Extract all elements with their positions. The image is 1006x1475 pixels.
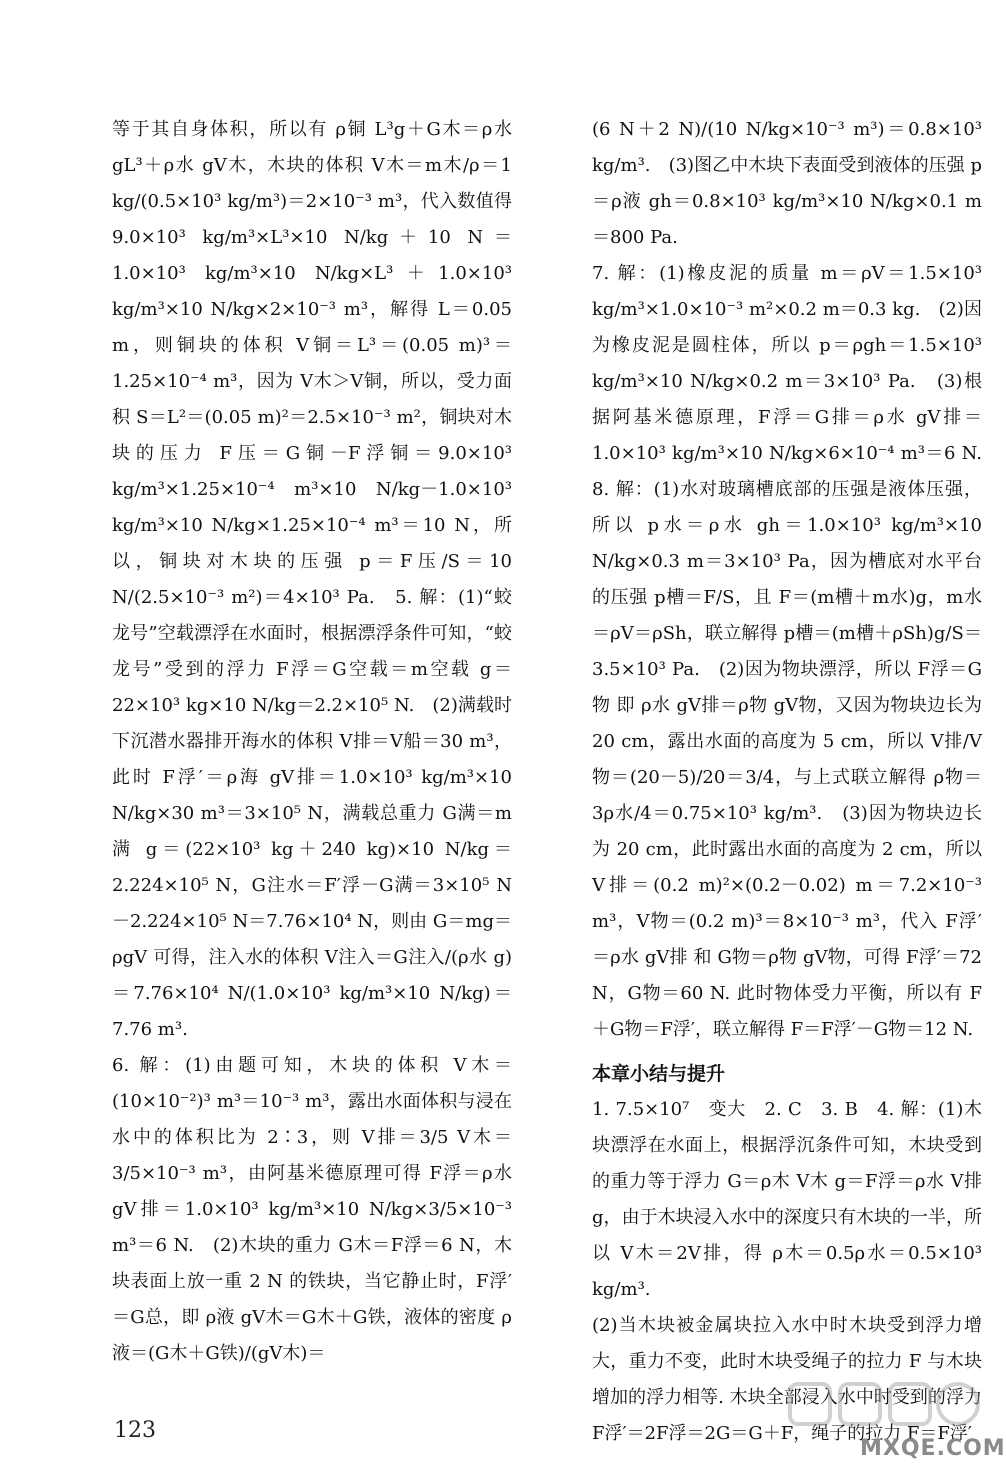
section-paragraph-1: 1. 7.5×10⁷ 变大 2. C 3. B 4. 解：(1)木块漂浮在水面上，根据浮沉条件可知，木块受到的重力等于浮力 G＝ρ木 V木 g＝F浮＝ρ水 V排 g，由于木块浸入水中的深度只有木块的一半，所以 V木＝2V排，得 ρ木＝0.5ρ水＝0.5×10³ kg/m³. [592,1099,982,1300]
right-paragraph-1: (6 N＋2 N)/(10 N/kg×10⁻³ m³)＝0.8×10³ kg/m³. (3)图乙中木块下表面受到液体的压强 p＝ρ液 gh＝0.8×10³ kg/m³×10 N/kg×0.1 m＝800 Pa. [592,119,982,248]
section-title: 本章小结与提升 [592,1063,726,1085]
page-number: 123 [114,1418,156,1443]
left-paragraph-1: 等于其自身体积，所以有 ρ铜 L³g＋G木＝ρ水 gL³＋ρ水 gV木，木块的体积 V木＝m木/ρ＝1 kg/(0.5×10³ kg/m³)＝2×10⁻³ m³，代入数值得 9.0×10³ kg/m³×L³×10 N/kg＋10 N＝1.0×10³ kg/m³×10 N/kg×L³＋1.0×10³ kg/m³×10 N/kg×2×10⁻³ m³，解得 L＝0.05 m，则铜块的体积 V铜＝L³＝(0.05 m)³＝1.25×10⁻⁴ m³，因为 V木＞V铜，所以，受力面积 S＝L²＝(0.05 m)²＝2.5×10⁻³ m²，铜块对木块的压力 F压＝G铜－F浮铜＝9.0×10³ kg/m³×1.25×10⁻⁴ m³×10 N/kg－1.0×10³ kg/m³×10 N/kg×1.25×10⁻⁴ m³＝10 N，所以，铜块对木块的压强 p＝F压/S＝10 N/(2.5×10⁻³ m²)＝4×10³ Pa. 5. 解：(1)“蛟龙号”空载漂浮在水面时，根据漂浮条件可知，“蛟龙号”受到的浮力 F浮＝G空载＝m空载 g＝22×10³ kg×10 N/kg＝2.2×10⁵ N. (2)满载时下沉潜水器排开海水的体积 V排＝V船＝30 m³，此时 F浮′＝ρ海 gV排＝1.0×10³ kg/m³×10 N/kg×30 m³＝3×10⁵ N，满载总重力 G满＝m满 g＝(22×10³ kg＋240 kg)×10 N/kg＝2.224×10⁵ N，G注水＝F′浮－G满＝3×10⁵ N－2.224×10⁵ N＝7.76×10⁴ N，则由 G＝mg＝ρgV 可得，注入水的体积 V注入＝G注入/(ρ水 g)＝7.76×10⁴ N/(1.0×10³ kg/m³×10 N/kg)＝7.76 m³. [112,119,512,1040]
section-paragraph-2: (2)当木块被金属块拉入水中时木块受到浮力增大，重力不变，此时木块受绳子的拉力 F 与木块增加的浮力相等. 木块全部浸入水中时受到的浮力 F浮′＝2F浮＝2G＝G＋F，绳子的拉力 F＝F浮′ [592,1315,982,1444]
left-column [112,112,512,1364]
left-paragraph-2: 6. 解：(1)由题可知，木块的体积 V木＝(10×10⁻²)³ m³＝10⁻³ m³，露出水面体积与浸在水中的体积比为 2∶3，则 V排＝3/5 V木＝3/5×10⁻³ m³，由阿基米德原理可得 F浮＝ρ水 gV排＝1.0×10³ kg/m³×10 N/kg×3/5×10⁻³ m³＝6 N. (2)木块的重力 G木＝F浮＝6 N，木块表面上放一重 2 N 的铁块，当它静止时，F浮′＝G总，即 ρ液 gV木＝G木＋G铁，液体的密度 ρ液＝(G木＋G铁)/(gV木)＝ [112,1055,512,1364]
right-column [592,112,1000,1444]
watermark-text: MXQE.COM [860,1436,1006,1461]
right-paragraph-2: 7. 解：(1)橡皮泥的质量 m＝ρV＝1.5×10³ kg/m³×1.0×10⁻³ m²×0.2 m＝0.3 kg. (2)因为橡皮泥是圆柱体，所以 p＝ρgh＝1.5×10³ kg/m³×10 N/kg×0.2 m＝3×10³ Pa. (3)根据阿基米德原理，F浮＝G排＝ρ水 gV排＝1.0×10³ kg/m³×10 N/kg×6×10⁻⁴ m³＝6 N. 8. 解：(1)水对玻璃槽底部的压强是液体压强，所以 p水＝ρ水 gh＝1.0×10³ kg/m³×10 N/kg×0.3 m＝3×10³ Pa，因为槽底对水平台的压强 p槽＝F/S，且 F＝(m槽＋m水)g，m水＝ρV＝ρSh，联立解得 p槽＝(m槽＋ρSh)g/S＝3.5×10³ Pa. (2)因为物块漂浮，所以 F浮＝G物 即 ρ水 gV排＝ρ物 gV物，又因为物块边长为 20 cm，露出水面的高度为 5 cm，所以 V排/V物＝(20－5)/20＝3/4，与上式联立解得 ρ物＝3ρ水/4＝0.75×10³ kg/m³. (3)因为物块边长为 20 cm，此时露出水面的高度为 2 cm，所以 V排＝(0.2 m)²×(0.2－0.02) m＝7.2×10⁻³ m³，V物＝(0.2 m)³＝8×10⁻³ m³，代入 F浮′＝ρ水 gV排 和 G物＝ρ物 gV物，可得 F浮′＝72 N，G物＝60 N. 此时物体受力平衡，所以有 F＋G物＝F浮′，联立解得 F＝F浮′－G物＝12 N. [592,263,1000,1040]
